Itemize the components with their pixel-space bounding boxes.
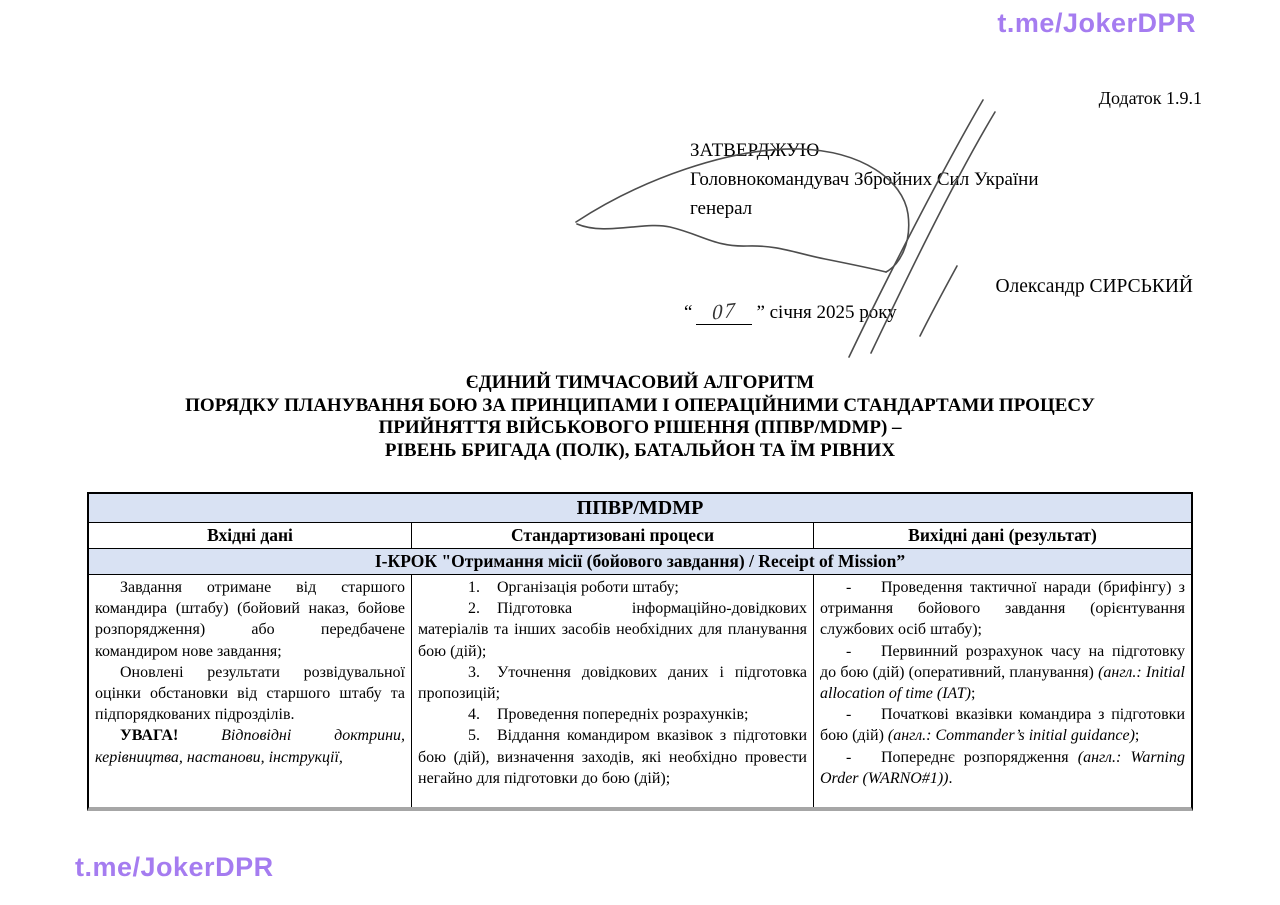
inputs-cell [89,575,411,807]
table-paragraph: УВАГА! Відповідні доктрини, керівництва, настанови, інструкції, [95,727,405,766]
table-paragraph: 1. Організація роботи штабу; [418,577,807,598]
list-marker: - [846,642,852,660]
table-paragraph: Завдання отримане від старшого командира (штабу) (бойовий наказ, бойове розпорядження) або передбачене командиром нове завдання; [95,579,405,660]
signature-wave [577,224,886,272]
appendix-label: Додаток 1.9.1 [1098,88,1202,108]
approval-rank: генерал [690,198,753,219]
list-marker: 2. [468,600,480,618]
table-paragraph: 3. Уточнення довідкових даних і підготовка пропозицій; [418,663,807,703]
table-paragraph: 4. Проведення попередніх розрахунків; [418,704,807,725]
signatory-name: Олександр СИРСЬКИЙ [995,276,1193,297]
title-line-1: ЄДИНИЙ ТИМЧАСОВИЙ АЛГОРИТМ [465,372,815,393]
approval-position: Головнокомандувач Збройних Сил України [690,169,1039,190]
telegram-watermark-bottom: t.me/JokerDPR [75,852,274,882]
table-column-headers [89,523,1191,549]
mdmp-table [87,492,1193,811]
list-marker: 1. [468,579,480,596]
column-header-inputs: Вхідні дані [207,525,293,545]
list-marker: - [846,706,852,724]
date-line [684,297,897,325]
table-paragraph: Оновлені результати розвідувальної оцінки обстановки від старшого штабу та підпорядкованих підрозділів. [95,663,405,724]
table-paragraph: - Проведення тактичної наради (брифінгу) з отримання бойового завдання (орієнтування службових осіб штабу); [820,579,1185,639]
title-line-4: РІВЕНЬ БРИГАДА (ПОЛК), БАТАЛЬЙОН ТА ЇМ РІВНИХ [384,439,896,461]
list-marker: - [846,579,852,596]
handwritten-day: 07 [711,297,738,325]
telegram-watermark-top: t.me/JokerDPR [997,8,1196,38]
title-line-2: ПОРЯДКУ ПЛАНУВАННЯ БОЮ ЗА ПРИНЦИПАМИ І ОПЕРАЦІЙНИМИ СТАНДАРТАМИ ПРОЦЕСУ [185,394,1095,416]
column-header-outputs: Вихідні дані (результат) [813,523,1191,548]
list-marker: - [846,748,852,766]
list-marker: 5. [468,727,480,745]
step-1-section-header: І-КРОК "Отримання місії (бойового завдання) / Receipt of Mission” [89,549,1191,575]
date-rest: січня 2025 року [769,302,897,323]
signature-diagonal-3 [920,266,957,336]
date-blank-underline [696,297,752,325]
outputs-cell [813,575,1191,807]
table-title: ППВР/MDMP [89,494,1191,523]
list-marker: 4. [468,706,480,724]
table-body-row [89,575,1191,807]
table-paragraph: - Початкові вказівки командира з підготовки бою (дій) (англ.: Commander’s initial guidance); [820,706,1185,745]
table-paragraph: - Попереднє розпорядження (англ.: Warning Order (WARNO#1)). [820,748,1185,787]
processes-cell [411,575,813,807]
title-line-3: ПРИЙНЯТТЯ ВІЙСЬКОВОГО РІШЕННЯ (ППВР/MDMP) – [378,417,902,438]
date-quote-open: “ [684,302,693,323]
document-title [0,372,1280,462]
date-quote-close: ” [756,302,765,323]
list-marker: 3. [468,663,480,681]
table-paragraph: - Первинний розрахунок часу на підготовку до бою (дій) (оперативний, планування) (англ.: Initial allocation of time (IAT); [820,642,1186,703]
column-header-processes: Стандартизовані процеси [411,523,813,548]
approval-stamp: ЗАТВЕРДЖУЮ [690,140,820,161]
table-paragraph: 5. Віддання командиром вказівок з підготовки бою (дій), визначення заходів, які необхідно провести негайно для підготовки до бою (дій); [418,727,807,787]
approval-block [690,136,1039,223]
table-paragraph: 2. Підготовка інформаційно-довідкових матеріалів та інших засобів необхідних для планування бою (дій); [418,600,807,660]
